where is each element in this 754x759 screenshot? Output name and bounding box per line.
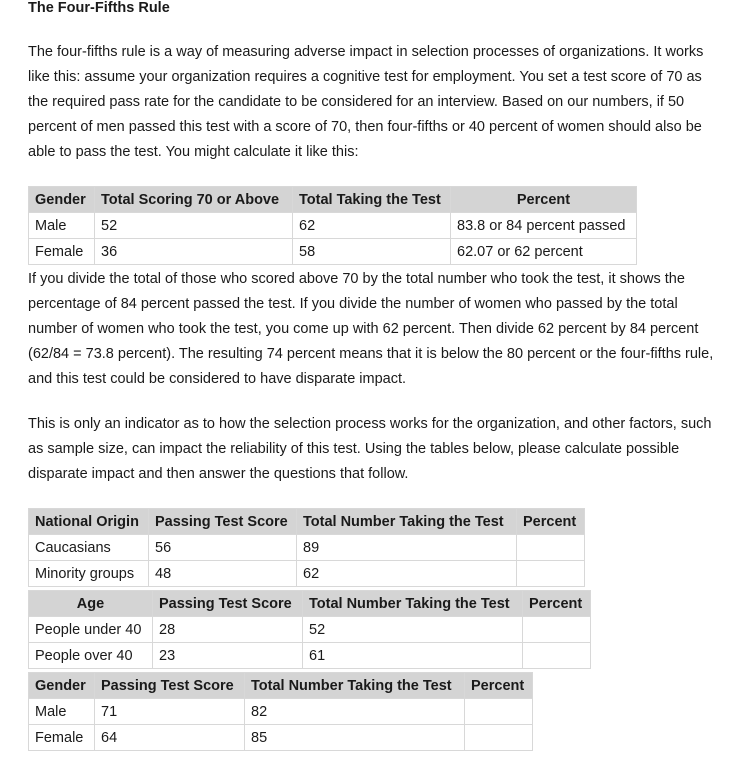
table-cell: Caucasians: [29, 535, 149, 561]
percent-cell[interactable]: [465, 699, 533, 725]
national-origin-table: [28, 508, 585, 587]
table-row: [29, 535, 585, 561]
table-cell: 71: [95, 699, 245, 725]
explanation-paragraph: If you divide the total of those who scored above 70 by the total number who took the test, it shows the percentage of 84 percent passed the test. If you divide the number of women who passed by the total number of women who took the test, you come up with 62 percent. Then divide 62 percent by 84 percent (62/84 = 73.8 percent). The resulting 74 percent means that it is below the 80 percent or the four-fifths rule, and this test could be considered to have disparate impact.: [28, 271, 714, 387]
table-cell: Male: [29, 699, 95, 725]
table-cell: 82: [245, 699, 465, 725]
column-header: Percent: [465, 673, 533, 699]
table-row: [29, 699, 533, 725]
percent-cell[interactable]: [465, 725, 533, 751]
column-header: Gender: [29, 673, 95, 699]
percent-cell[interactable]: [517, 561, 585, 587]
table-cell: 83.8 or 84 percent passed: [451, 213, 637, 239]
intro-paragraph: The four-fifths rule is a way of measuring adverse impact in selection processes of organizations. It works like this: assume your organization requires a cognitive test for employment. You set a test score of 70 as the required pass rate for the candidate to be considered for an interview. Based on our numbers, if 50 percent of men passed this test with a score of 70, then four-fifths or 40 percent of women should also be able to pass the test. You might calculate it like this:: [28, 44, 704, 160]
table-row: [29, 725, 533, 751]
percent-cell[interactable]: [517, 535, 585, 561]
column-header: Total Number Taking the Test: [297, 509, 517, 535]
column-header: Age: [29, 591, 153, 617]
percent-cell[interactable]: [523, 617, 591, 643]
column-header: Passing Test Score: [95, 673, 245, 699]
gender-table: [28, 672, 533, 751]
column-header: Total Number Taking the Test: [245, 673, 465, 699]
table-cell: 85: [245, 725, 465, 751]
instructions-paragraph: This is only an indicator as to how the selection process works for the organization, and other factors, such as sample size, can impact the reliability of this test. Using the tables below, please calculate possible disparate impact and then answer the questions that follow.: [28, 416, 712, 482]
table-cell: Female: [29, 239, 95, 265]
column-header: Percent: [523, 591, 591, 617]
column-header: Total Taking the Test: [293, 187, 451, 213]
table-row: [29, 213, 637, 239]
table-cell: 58: [293, 239, 451, 265]
table-cell: Minority groups: [29, 561, 149, 587]
table-cell: 62: [297, 561, 517, 587]
column-header: National Origin: [29, 509, 149, 535]
age-table: [28, 590, 591, 669]
table-row: [29, 617, 591, 643]
table-cell: 28: [153, 617, 303, 643]
table-cell: 48: [149, 561, 297, 587]
table-cell: 64: [95, 725, 245, 751]
table-cell: Male: [29, 213, 95, 239]
table-cell: 36: [95, 239, 293, 265]
percent-cell[interactable]: [523, 643, 591, 669]
table-cell: 62: [293, 213, 451, 239]
table-cell: People under 40: [29, 617, 153, 643]
table-cell: 23: [153, 643, 303, 669]
column-header: Total Number Taking the Test: [303, 591, 523, 617]
column-header: Percent: [451, 187, 637, 213]
table-cell: Female: [29, 725, 95, 751]
table-row: [29, 239, 637, 265]
table-cell: 61: [303, 643, 523, 669]
table-cell: People over 40: [29, 643, 153, 669]
column-header: Gender: [29, 187, 95, 213]
table-cell: 89: [297, 535, 517, 561]
table-header-row: [29, 591, 591, 617]
table-header-row: [29, 187, 637, 213]
column-header: Percent: [517, 509, 585, 535]
table-header-row: [29, 509, 585, 535]
page-title: The Four-Fifths Rule: [28, 0, 170, 16]
table-cell: 56: [149, 535, 297, 561]
table-cell: 62.07 or 62 percent: [451, 239, 637, 265]
column-header: Passing Test Score: [149, 509, 297, 535]
column-header: Passing Test Score: [153, 591, 303, 617]
table-row: [29, 643, 591, 669]
table-cell: 52: [95, 213, 293, 239]
table-row: [29, 561, 585, 587]
table-cell: 52: [303, 617, 523, 643]
table-header-row: [29, 673, 533, 699]
column-header: Total Scoring 70 or Above: [95, 187, 293, 213]
example-table: [28, 186, 637, 265]
